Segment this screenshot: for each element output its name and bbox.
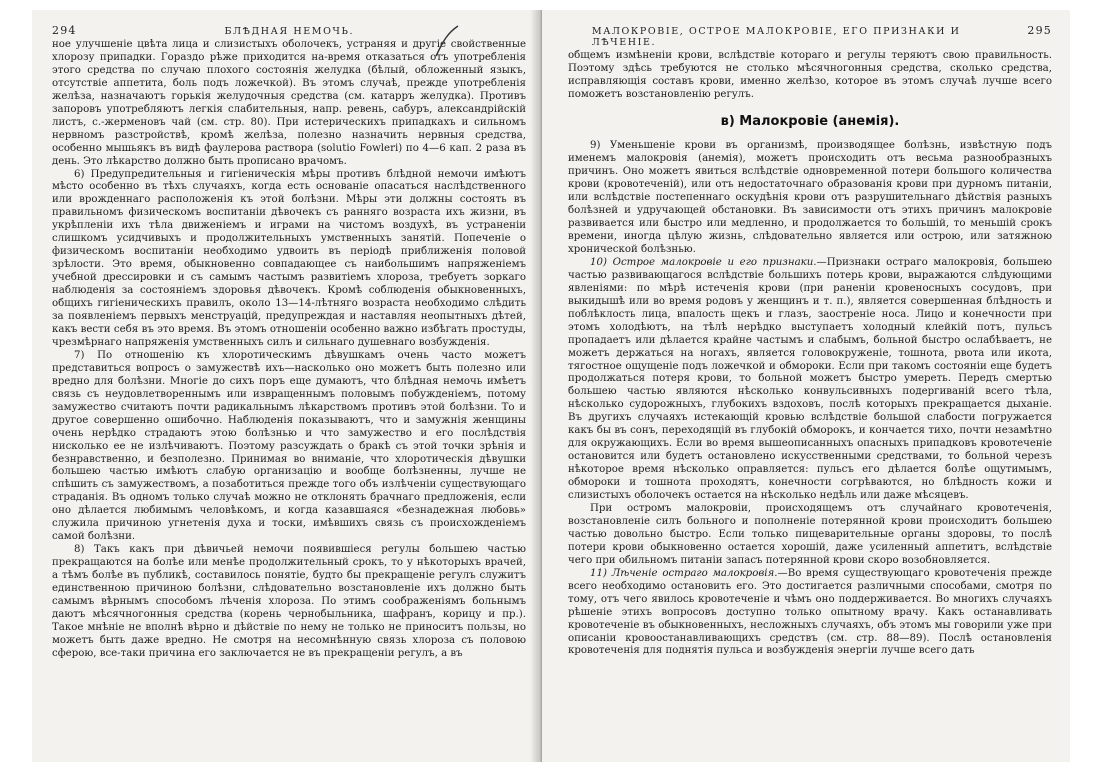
section-title: в) Малокровіе (анемія).	[720, 113, 900, 129]
right-running-title: МАЛОКРОВІЕ, ОСТРОЕ МАЛОКРОВІЕ, ЕГО ПРИЗНАКИ И ЛѢЧЕНІЕ.	[591, 26, 961, 48]
right-paragraph	[568, 257, 1052, 503]
right-paragraph-text: При остромъ малокровіи, происходящемъ отъ случайнаго кровотеченія, возстановленіе силъ больного и пополненіе потерянной крови происходитъ большею частью довольно быстро. Если только пищеварительные органы здоровы, то послѣ потери крови обыкновенно остается хорошій, даже усиленный аппетитъ, вслѣдствіе чего при обильномъ питаніи запасъ потерянной крови скоро возобновляется.	[568, 503, 1052, 566]
right-page	[542, 10, 1070, 762]
left-page-number: 294	[52, 24, 77, 37]
right-running-head	[568, 24, 1052, 48]
right-page-number: 295	[1027, 24, 1052, 37]
left-paragraph: ное улучшеніе цвѣта лица и слизистыхъ оболочекъ, устраняя и другіе свойственные хлорозу припадки. Гораздо рѣже приходится на-время отказаться отъ употребленія этого средства по случаю плохого состоянія желудка (бѣлый, обложенный языкъ, отсутствіе аппетита, боль подъ ложечкой). Въ этомъ случаѣ, прежде употребленія желѣза, назначаютъ горькія желудочныя средства (см. катарръ желудка). Противъ запоровъ употребляютъ легкія слабительныя, напр. ревень, сабуръ, александрійскій листъ, с.-жерменовъ чай (см. стр. 80). При истерическихъ припадкахъ и сильномъ нервномъ разстройствѣ, кромѣ желѣза, полезно назначить нервныя средства, особенно мышьякъ въ видѣ фаулерова раствора (solutio Fowleri) по 4—6 кап. 2 раза въ день. Это лѣкарство должно быть прописано врачомъ.	[52, 39, 526, 167]
right-paragraph	[568, 568, 1052, 659]
right-intro-paragraph: общемъ измѣненіи крови, вслѣдствіе котораго и регулы теряютъ свою правильность. Поэтому здѣсь требуются не столько мѣсячногонныя средства, сколько средства, исправляющія составъ крови, именно желѣзо, которое въ этомъ случаѣ лучше всего поможетъ возстановленію регулъ.	[568, 50, 1052, 100]
right-paragraph	[568, 140, 1052, 257]
right-paragraph-text: —Признаки остраго малокровія, большею частью развивающагося вслѣдствіе большихъ потерь крови, выражаются слѣдующими явленіями: по мѣрѣ истеченія крови (при раненіи кровеносныхъ сосудовъ, при выкидышѣ или во время родовъ у женщинъ и т. п.), является совершенная блѣдность и поблѣклость лица, впалость щекъ и глазъ, заостреніе носа. Лицо и конечности при этомъ холодѣютъ, на тѣлѣ нерѣдко выступаетъ холодный клейкій потъ, пульсъ пропадаетъ или дѣлается крайне частымъ и слабымъ, больной быстро ослабѣваетъ, не можетъ держаться на ногахъ, является головокруженіе, тошнота, рвота или икота, тягостное ощущеніе подъ ложечкой и обмороки. Если при такомъ состояніи еще будетъ продолжаться потеря крови, то больной можетъ быстро умереть. Передъ смертью большею частью являются нѣсколько конвульсивныхъ подергиваній всего тѣла, нѣсколько судорожныхъ, глубокихъ вздоховъ, послѣ которыхъ прекращается дыханіе. Въ другихъ случаяхъ истекающій кровью вслѣдствіе большой слабости погружается какъ бы въ сонъ, переходящій въ глубокій обморокъ, и кончается тихо, почти незамѣтно для окружающихъ. Если во время вышеописанныхъ опасныхъ припадковъ кровотеченіе остановится или будетъ остановлено искусственными средствами, то больной черезъ нѣкоторое время нѣсколько оправляется: пульсъ его дѣлается болѣе ощутимымъ, обмороки и тошнота проходятъ, конечности согрѣваются, но блѣдность кожи и слизистыхъ оболочекъ остается на нѣсколько недѣль или даже мѣсяцевъ.	[568, 256, 1053, 502]
left-paragraph: 6) Предупредительныя и гигіеническія мѣры противъ блѣдной немочи имѣютъ мѣсто особенно въ тѣхъ случаяхъ, когда есть основаніе опасаться наслѣдственного или врожденнаго расположенія къ этой болѣзни. Мѣры эти должны состоять въ правильномъ физическомъ воспитаніи дѣвочекъ съ ранняго возраста ихъ жизни, въ укрѣпленіи ихъ тѣла движеніемъ и играми на чистомъ воздухѣ, въ устраненіи слишкомъ усидчивыхъ и продолжительныхъ умственныхъ занятій. Попеченіе о физическомъ воспитаніи необходимо удвоить въ періодѣ приближенія половой зрѣлости. Это время, обыкновенно совпадающее съ наибольшимъ напряженіемъ учебной дрессировки и съ самымъ частымъ развитіемъ хлороза, требуетъ зоркаго наблюденія за состояніемъ здоровья дѣвочекъ. Кромѣ соблюденія обыкновенныхъ, общихъ гигіеническихъ правилъ, около 13—14-лѣтняго возраста необходимо слѣдить за появленіемъ первыхъ менструацій, предупреждая и наставляя неопытныхъ дѣтей, какъ вести себя въ это время. Въ этомъ отношеніи особенно важно избѣгать простуды, чрезмѣрнаго напряженія умственныхъ силъ и сильнаго душевнаго возбужденія.	[52, 168, 526, 348]
right-paragraph	[568, 503, 1052, 568]
left-body-text	[52, 39, 526, 661]
left-running-title: БЛѢДНАЯ НЕМОЧЬ.	[224, 26, 355, 37]
paragraph-heading: 10) Острое малокровіе и его признаки.	[590, 256, 817, 268]
pencil-mark-icon	[432, 24, 462, 58]
right-paragraph-text: —Во время существующаго кровотеченія прежде всего необходимо остановить его. Это достигается различными способами, смотря по тому, отъ чего явилось кровотеченіе и чѣмъ оно поддерживается. Во многихъ случаяхъ рѣшеніе этихъ вопросовъ доступно только опытному врачу. Какъ останавливать кровотеченіе въ обыкновенныхъ, несложныхъ случаяхъ, объ этомъ мы говорили уже при описаніи кровоостанавливающихъ средствъ (см. стр. 88—89). Послѣ остановленія кровотеченія для поднятія пульса и возбужденія энергіи лучше всего дать	[568, 567, 1052, 657]
left-paragraph: 7) По отношенію къ хлоротическимъ дѣвушкамъ очень часто можетъ представиться вопросъ о замужествѣ ихъ—насколько оно можетъ быть полезно или вредно для болѣзни. Многіе до сихъ поръ еще думаютъ, что блѣдная немочь имѣетъ связь съ неудовлетвореннымъ или извращеннымъ половымъ побужденіемъ, потому замужество считаютъ почти радикальнымъ лѣкарствомъ противъ этой болѣзни. То и другое совершенно ошибочно. Наблюденія показываютъ, что и замужнія женщины очень нерѣдко страдаютъ этою болѣзнью и что замужество и его послѣдствія нисколько ее не излѣчиваютъ. Поэтому разсуждать о бракѣ съ этой точки зрѣнія и безнравственно, и безполезно. Принимая во вниманіе, что хлоротическія дѣвушки большею частью имѣютъ слабую организацію и вообще болѣзненны, лучше не спѣшить съ замужествомъ, а позаботиться прежде того объ излѣченіи существующаго страданія. Въ одномъ только случаѣ можно не отклонять брачнаго предложенія, если оно дѣлается любимымъ человѣкомъ, и когда казавшаяся «безнадежная любовь» служила причиною угнетенія духа и тоски, имѣвшихъ связь съ происхожденіемъ самой болѣзни.	[52, 349, 526, 543]
right-paragraph-text: 9) Уменьшеніе крови въ организмѣ, производящее болѣзнь, извѣстную подъ именемъ малокровія (анемія), можетъ происходить отъ весьма разнообразныхъ причинъ. Оно можетъ явиться вслѣдствіе одновременной потери большого количества крови (кровотеченій), или отъ недостаточнаго образованія крови при дурномъ питаніи, или вслѣдствіе постепеннаго оскудѣнія крови отъ разрушительнаго дѣйствія разныхъ болѣзней и удручающей обстановки. Въ зависимости отъ этихъ причинъ малокровіе развивается или быстро или медленно, и продолжается то большій, то меньшій срокъ времени, иногда цѣлую жизнь, слѣдовательно является или острою, или затяжною хронической болѣзнью.	[568, 140, 1052, 255]
right-body-text	[568, 50, 1052, 658]
left-page	[32, 10, 540, 762]
left-paragraph: 8) Такъ какъ при дѣвичьей немочи появившіеся регулы большею частью прекращаются на болѣе или менѣе продолжительный срокъ, то у нѣкоторыхъ врачей, а тѣмъ болѣе въ публикѣ, составилось понятіе, будто бы прекращеніе регулъ служитъ единственною причиною болѣзни, слѣдовательно возстановленіе ихъ должно быть самымъ вѣрнымъ способомъ лѣченія хлороза. По этимъ соображеніямъ больнымъ даютъ мѣсячногонныя средства (корень чернобыльника, шафранъ, корицу и пр.). Такое мнѣніе не вполнѣ вѣрно и дѣйствіе по нему не только не приноситъ пользы, но можетъ быть даже вредно. Не смотря на несомнѣнную связь хлороза съ половою сферою, все-таки причина его заключается не въ прекращеніи регулъ, а въ	[52, 544, 526, 659]
paragraph-heading: 11) Лѣченіе остраго малокровія.	[590, 567, 778, 579]
